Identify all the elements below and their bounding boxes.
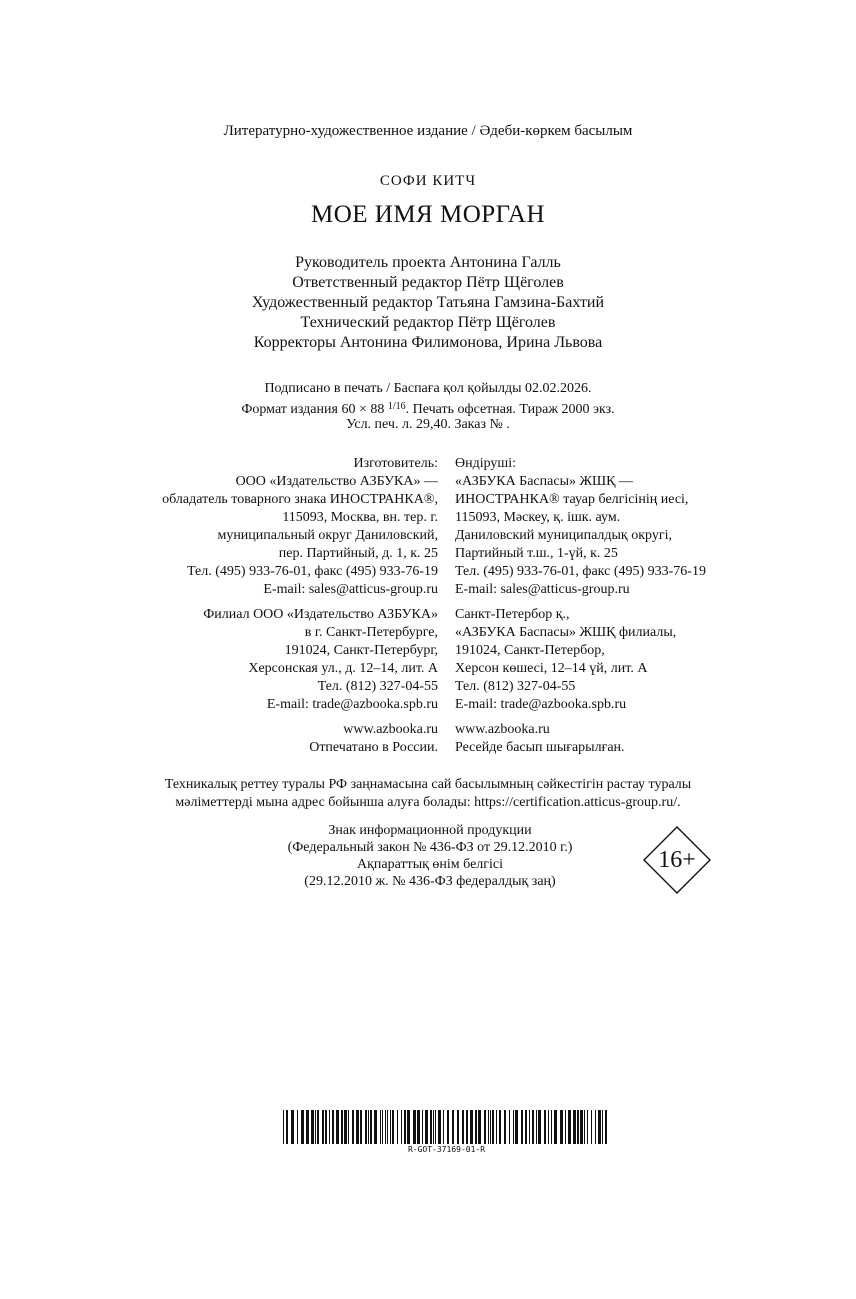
info-line: Өндіруші: <box>455 456 516 471</box>
info-line: Тел. (495) 933-76-01, факс (495) 933-76-19 <box>455 564 706 579</box>
info-line: «АЗБУКА Баспасы» ЖШҚ филиалы, <box>455 625 677 640</box>
info-line: www.azbooka.ru <box>343 722 438 737</box>
barcode-bar <box>525 1110 527 1144</box>
info-line: E-mail: sales@atticus-group.ru <box>263 582 438 597</box>
barcode-bar <box>387 1110 388 1144</box>
barcode-bar <box>385 1110 386 1144</box>
barcode-bar <box>470 1110 473 1144</box>
barcode-bar <box>430 1110 432 1144</box>
barcode-bar <box>573 1110 576 1144</box>
info-line: муниципальный округ Даниловский, <box>217 528 438 543</box>
barcode-bar <box>538 1110 541 1144</box>
barcode-bar <box>325 1110 327 1144</box>
staff-line: Технический редактор Пётр Щёголев <box>300 314 556 331</box>
barcode-bar <box>344 1110 347 1144</box>
format-text: Формат издания 60 × 88 <box>241 402 388 417</box>
barcode-bar <box>544 1110 546 1144</box>
certification-note <box>0 776 856 812</box>
barcode-bar <box>515 1110 518 1144</box>
barcode-bar <box>536 1110 537 1144</box>
barcode-bar <box>484 1110 486 1144</box>
barcode-bar <box>317 1110 319 1144</box>
barcode-bar <box>499 1110 501 1144</box>
barcode-bar <box>577 1110 579 1144</box>
info-line: Ресейде басып шығарылған. <box>455 740 625 755</box>
barcode-bar <box>438 1110 441 1144</box>
barcode-bar <box>580 1110 583 1144</box>
barcode-bar <box>435 1110 436 1144</box>
barcode-bar <box>504 1110 506 1144</box>
barcode-bar <box>496 1110 497 1144</box>
barcode-bar <box>301 1110 304 1144</box>
barcode-bar <box>306 1110 309 1144</box>
sign-line: (Федеральный закон № 436-ФЗ от 29.12.2010 г.) <box>287 840 573 855</box>
barcode-bar <box>401 1110 402 1144</box>
barcode-bar <box>513 1110 514 1144</box>
barcode-bar <box>602 1110 603 1144</box>
barcode-bar <box>452 1110 454 1144</box>
barcode-bar <box>529 1110 530 1144</box>
info-line: ООО «Издательство АЗБУКА» — <box>235 474 438 489</box>
barcode-bar <box>462 1110 464 1144</box>
barcode-bar <box>443 1110 444 1144</box>
print-info <box>0 380 856 434</box>
barcode-bar <box>322 1110 324 1144</box>
cert-line: мәліметтерді мына адрес бойынша алуға болады: https://certification.atticus-group.ru/. <box>175 795 681 810</box>
barcode-bar <box>492 1110 494 1144</box>
barcode-bar <box>332 1110 334 1144</box>
barcode-bar <box>447 1110 449 1144</box>
info-line: www.azbooka.ru <box>455 722 550 737</box>
barcode-bar <box>360 1110 362 1144</box>
barcode-bar <box>382 1110 383 1144</box>
staff-line: Ответственный редактор Пётр Щёголев <box>292 274 564 291</box>
staff-credits <box>0 253 856 353</box>
barcode-bar <box>475 1110 477 1144</box>
info-line: ИНОСТРАНКА® тауар белгісінің иесі, <box>455 492 689 507</box>
genre-line: Литературно-художественное издание / Әдеби-көркем басылым <box>223 123 633 139</box>
sign-line: (29.12.2010 ж. № 436-ФЗ федералдық заң) <box>304 874 556 889</box>
info-line: Тел. (812) 327-04-55 <box>455 679 576 694</box>
barcode-bar <box>370 1110 372 1144</box>
barcode-bar <box>397 1110 398 1144</box>
print-order-line: Усл. печ. л. 29,40. Заказ № . <box>346 417 510 432</box>
barcode-bar <box>315 1110 316 1144</box>
barcode-bar <box>336 1110 339 1144</box>
barcode-bar <box>466 1110 468 1144</box>
info-line: Херсонская ул., д. 12–14, лит. А <box>248 661 438 676</box>
info-line: E-mail: trade@azbooka.spb.ru <box>455 697 627 712</box>
info-line: 191024, Санкт-Петербург, <box>284 643 438 658</box>
barcode-bar <box>341 1110 343 1144</box>
barcode-bar <box>407 1110 410 1144</box>
barcode-bar <box>551 1110 552 1144</box>
barcode-bar <box>591 1110 592 1144</box>
book-title: МОЕ ИМЯ МОРГАН <box>310 201 546 228</box>
info-line: Тел. (495) 933-76-01, факс (495) 933-76-19 <box>187 564 438 579</box>
barcode-bar <box>374 1110 377 1144</box>
barcode-bar <box>584 1110 585 1144</box>
publisher-info-ru <box>162 455 438 757</box>
barcode-bar <box>404 1110 406 1144</box>
barcode-bar <box>368 1110 369 1144</box>
barcode-bar <box>605 1110 607 1144</box>
barcode-bar <box>390 1110 391 1144</box>
barcode-bar <box>433 1110 434 1144</box>
info-line: Тел. (812) 327-04-55 <box>317 679 438 694</box>
barcode-bar <box>329 1110 330 1144</box>
info-line: Партийный т.ш., 1-үй, к. 25 <box>455 546 618 561</box>
info-line: Филиал ООО «Издательство АЗБУКА» <box>203 607 438 622</box>
info-line: в г. Санкт-Петербурге, <box>304 625 438 640</box>
sign-line: Знак информационной продукции <box>328 823 532 838</box>
barcode-bar <box>417 1110 420 1144</box>
cert-line: Техникалық реттеу туралы РФ заңнамасына сай басылымның сәйкестігін растау туралы <box>164 777 692 792</box>
info-line: Отпечатано в России. <box>309 740 438 755</box>
print-format-line <box>0 398 856 416</box>
info-line: Санкт-Петербор қ., <box>455 607 570 622</box>
barcode-bar <box>283 1110 284 1144</box>
info-line: Изготовитель: <box>353 456 438 471</box>
info-line: «АЗБУКА Баспасы» ЖШҚ — <box>455 474 633 489</box>
barcode-bar <box>488 1110 489 1144</box>
barcode-bar <box>509 1110 510 1144</box>
barcode-bar <box>568 1110 571 1144</box>
barcode-bar <box>297 1110 298 1144</box>
info-line: обладатель товарного знака ИНОСТРАНКА®, <box>162 492 438 507</box>
info-line: E-mail: trade@azbooka.spb.ru <box>266 697 438 712</box>
info-line: 115093, Мәскеу, қ. ішк. аум. <box>455 510 621 525</box>
barcode-bar <box>457 1110 459 1144</box>
barcode-bar <box>587 1110 588 1144</box>
barcode-code: R-GOT-37169-01-R <box>407 1145 486 1154</box>
barcode-bar <box>560 1110 563 1144</box>
barcode-bar <box>392 1110 394 1144</box>
barcode-bar <box>595 1110 596 1144</box>
age-rating-badge <box>643 826 711 894</box>
barcode-bar <box>286 1110 288 1144</box>
info-product-sign <box>230 822 630 890</box>
barcode-bar <box>425 1110 428 1144</box>
barcode-bar <box>352 1110 354 1144</box>
info-line: 115093, Москва, вн. тер. г. <box>282 510 438 525</box>
info-line: Даниловский муниципалдық округі, <box>455 528 672 543</box>
info-line: E-mail: sales@atticus-group.ru <box>455 582 630 597</box>
barcode-bar <box>598 1110 601 1144</box>
staff-line: Руководитель проекта Антонина Галль <box>295 254 561 271</box>
barcode-bar <box>548 1110 549 1144</box>
barcode-bar <box>532 1110 534 1144</box>
barcode-bar <box>356 1110 359 1144</box>
format-text-rest: . Печать офсетная. Тираж 2000 экз. <box>405 402 615 417</box>
barcode-bar <box>413 1110 416 1144</box>
barcode-bar <box>291 1110 294 1144</box>
staff-line: Корректоры Антонина Филимонова, Ирина Львова <box>253 334 603 351</box>
barcode-bar <box>554 1110 557 1144</box>
barcode-bar <box>311 1110 314 1144</box>
barcode-bar <box>478 1110 481 1144</box>
sign-line: Ақпараттық өнім белгісі <box>356 857 504 872</box>
print-signed-line: Подписано в печать / Баспаға қол қойылды 02.02.2026. <box>264 381 592 396</box>
staff-line: Художественный редактор Татьяна Гамзина-Бахтий <box>251 294 605 311</box>
barcode-bar <box>348 1110 349 1144</box>
info-line: Херсон көшесі, 12–14 үй, лит. А <box>455 661 648 676</box>
publisher-info-kz <box>455 455 706 757</box>
barcode <box>283 1110 610 1144</box>
barcode-bar <box>380 1110 381 1144</box>
info-line: пер. Партийный, д. 1, к. 25 <box>278 546 438 561</box>
info-line: 191024, Санкт-Петербор, <box>455 643 605 658</box>
age-rating-label: 16+ <box>658 847 696 873</box>
book-author: СОФИ КИТЧ <box>379 173 477 189</box>
format-fraction: 1/16 <box>387 401 406 412</box>
barcode-bar <box>490 1110 491 1144</box>
barcode-bar <box>422 1110 423 1144</box>
barcode-bar <box>565 1110 566 1144</box>
barcode-bar <box>365 1110 367 1144</box>
barcode-bar <box>521 1110 523 1144</box>
